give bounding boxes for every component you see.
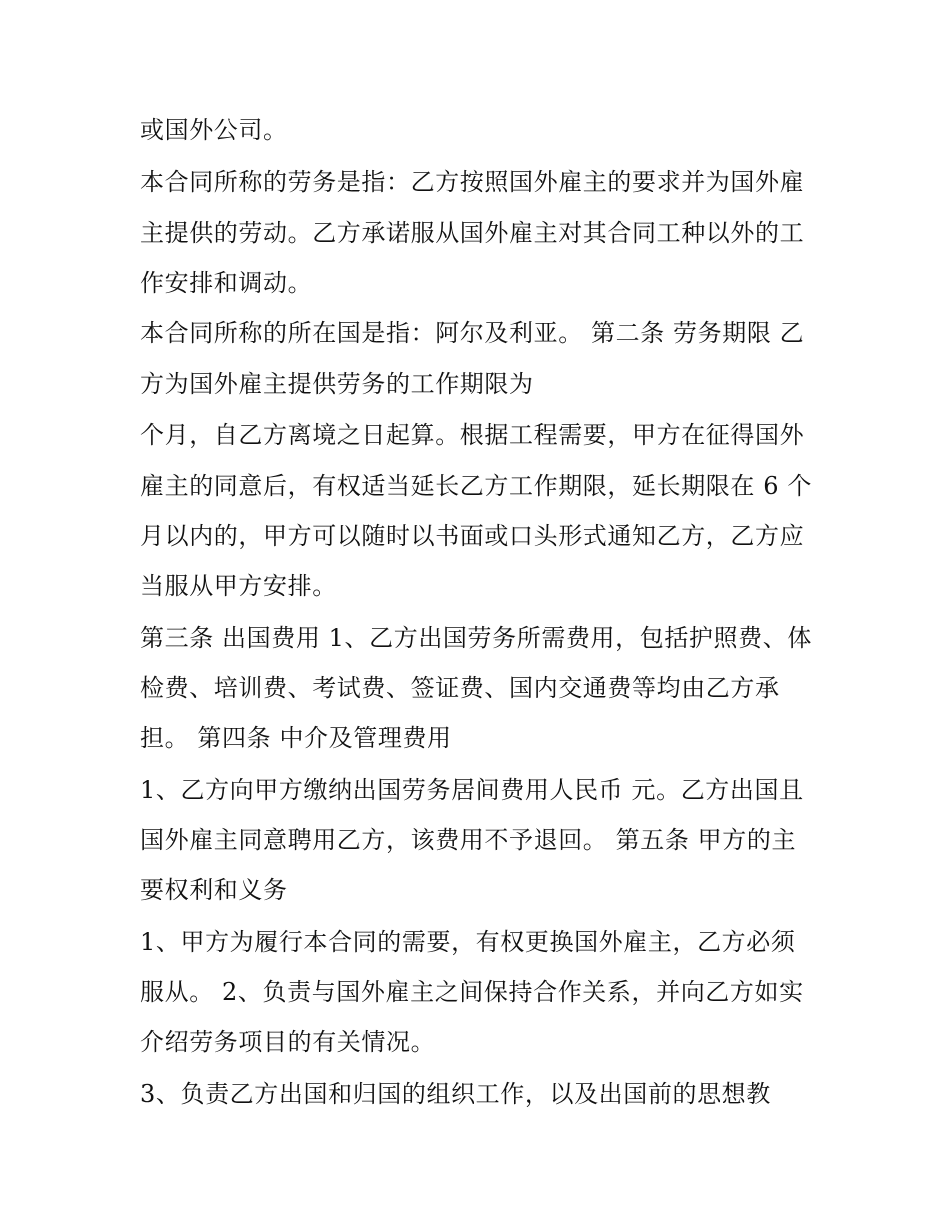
text-line: 雇主的同意后，有权适当延长乙方工作期限，延长期限在 6 个	[140, 472, 812, 500]
text-line: 1、乙方向甲方缴纳出国劳务居间费用人民币 元。乙方出国且	[140, 776, 804, 804]
text-line: 国外雇主同意聘用乙方，该费用不予退回。 第五条 甲方的主	[140, 826, 797, 854]
text-line: 介绍劳务项目的有关情况。	[140, 1028, 436, 1056]
text-line: 1、甲方为履行本合同的需要，有权更换国外雇主，乙方必须	[140, 928, 796, 956]
text-line: 本合同所称的所在国是指：阿尔及利亚。 第二条 劳务期限 乙	[140, 319, 805, 347]
text-line: 当服从甲方安排。	[140, 572, 337, 600]
text-line: 要权利和义务	[140, 876, 288, 904]
text-line: 服从。 2、负责与国外雇主之间保持合作关系，并向乙方如实	[140, 978, 804, 1006]
text-line: 3、负责乙方出国和归国的组织工作，以及出国前的思想教	[140, 1080, 771, 1108]
text-line: 或国外公司。	[140, 116, 288, 144]
text-line: 主提供的劳动。乙方承诺服从国外雇主对其合同工种以外的工	[140, 219, 805, 247]
text-line: 方为国外雇主提供劳务的工作期限为	[140, 370, 534, 398]
text-line: 担。 第四条 中介及管理费用	[140, 724, 452, 752]
text-line: 检费、培训费、考试费、签证费、国内交通费等均由乙方承	[140, 674, 780, 702]
text-line: 月以内的，甲方可以随时以书面或口头形式通知乙方，乙方应	[140, 522, 805, 550]
text-line: 第三条 出国费用 1、乙方出国劳务所需费用，包括护照费、体	[140, 624, 812, 652]
text-line: 个月，自乙方离境之日起算。根据工程需要，甲方在征得国外	[140, 421, 805, 449]
text-line: 作安排和调动。	[140, 269, 313, 297]
text-line: 本合同所称的劳务是指：乙方按照国外雇主的要求并为国外雇	[140, 168, 805, 196]
